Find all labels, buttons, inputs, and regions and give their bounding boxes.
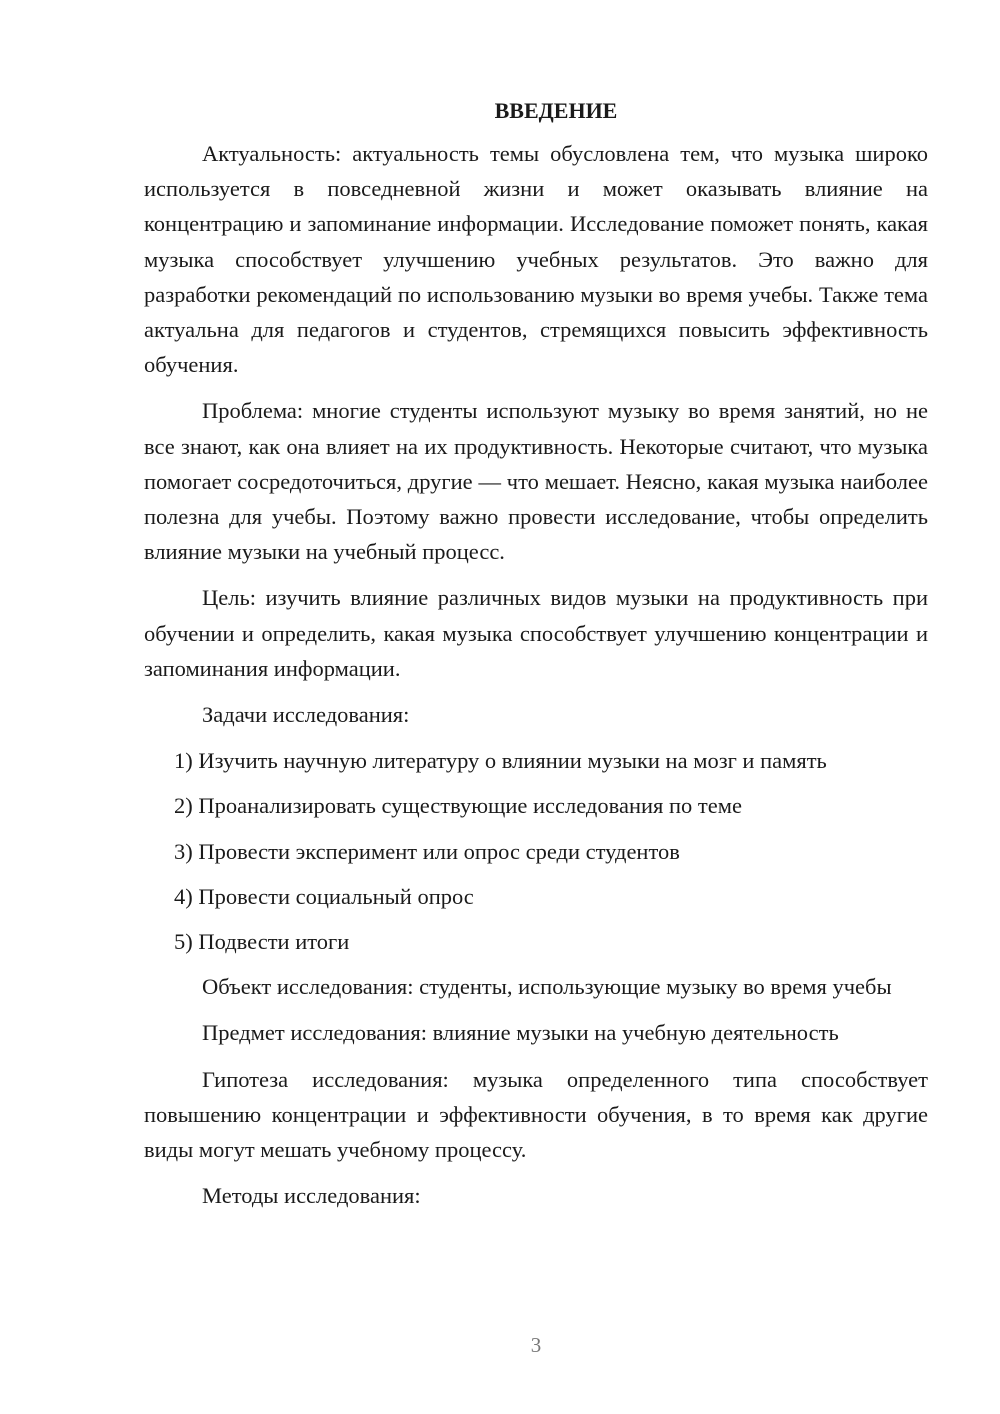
hypothesis-paragraph: Гипотеза исследования: музыка определенного типа способствует повышению концентрации и эффективности обучения, в то время как другие виды могут мешать учебному процессу. <box>144 1066 928 1163</box>
tasks-list <box>144 743 928 959</box>
section-title: ВВЕДЕНИЕ <box>494 98 618 123</box>
page-number: 3 <box>530 1333 542 1357</box>
relevance-paragraph: Актуальность: актуальность темы обусловлена тем, что музыка широко используется в повседневной жизни и может оказывать влияние на концентрацию и запоминание информации. Исследование поможет понять, какая музыка способствует улучшению учебных результатов. Это важно для разработки рекомендаций по использованию музыки во время учебы. Также тема актуальна для педагогов и студентов, стремящихся повысить эффективность обучения. <box>144 141 928 378</box>
methods-heading: Методы исследования: <box>202 1183 421 1209</box>
tasks-heading: Задачи исследования: <box>202 702 410 728</box>
list-item: 1) Изучить научную литературу о влиянии музыки на мозг и память <box>174 748 827 774</box>
object-paragraph: Объект исследования: студенты, использующие музыку во время учебы <box>202 974 892 1000</box>
page-content <box>144 94 928 1224</box>
problem-paragraph: Проблема: многие студенты используют музыку во время занятий, но не все знают, как она влияет на их продуктивность. Некоторые считают, что музыка помогает сосредоточиться, другие — что мешает. Неясно, какая музыка наиболее полезна для учебы. Поэтому важно провести исследование, чтобы определить влияние музыки на учебный процесс. <box>144 398 928 565</box>
list-item: 2) Проанализировать существующие исследования по теме <box>174 793 742 819</box>
goal-paragraph: Цель: изучить влияние различных видов музыки на продуктивность при обучении и определить, какая музыка способствует улучшению концентрации и запоминания информации. <box>144 585 928 681</box>
list-item: 5) Подвести итоги <box>174 929 350 955</box>
list-item: 3) Провести эксперимент или опрос среди студентов <box>174 838 680 864</box>
list-item: 4) Провести социальный опрос <box>174 883 474 909</box>
subject-paragraph: Предмет исследования: влияние музыки на учебную деятельность <box>202 1020 839 1046</box>
